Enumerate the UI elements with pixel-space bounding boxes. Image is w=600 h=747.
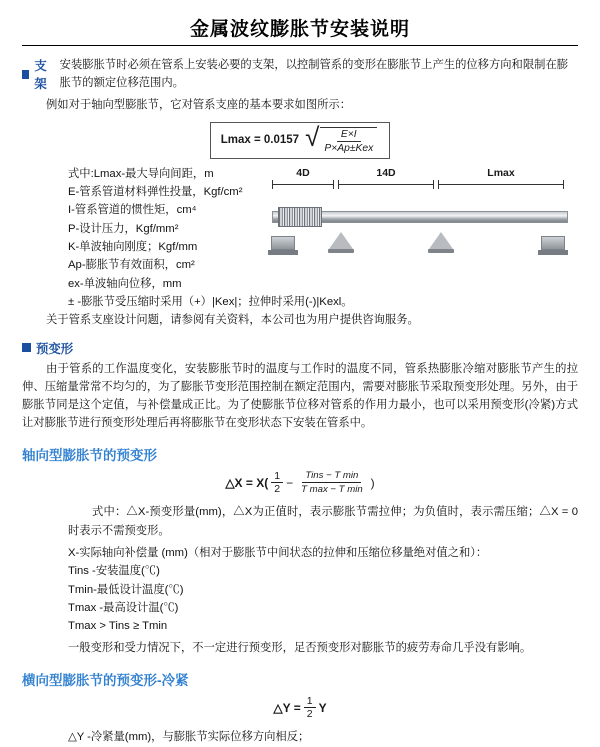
- axial-legend-item: Tmax -最高设计温(℃): [68, 601, 179, 614]
- legend-item: E-管系管道材料弹性投量，Kgf/cm²: [68, 186, 243, 199]
- bellows-expansion-joint: [278, 207, 322, 227]
- formula-delta-y: [22, 695, 578, 721]
- sqrt-icon: √: [305, 121, 320, 152]
- axial-formula-note: 式中：△X-预变形量(mm)，△X为正值时，表示膨胀节需拉伸；为负值时，表示需压缩；△X = 0时表示不需预变形。: [68, 506, 578, 537]
- formula-delta-x-temp-fraction: Tins − T min T max − T min: [301, 470, 363, 496]
- legend-item: 式中:Lmax-最大导向间距，m: [68, 167, 214, 180]
- section-support-paragraph-2: 例如对于轴向型膨胀节，它对管系支座的基本要求如图所示：: [46, 98, 352, 111]
- legend-item: K-单波轴向刚度；Kgf/mm: [68, 241, 198, 254]
- anchor-left: [268, 229, 298, 255]
- formula-lmax: [210, 122, 390, 159]
- formula-lmax-numerator: E×I: [337, 129, 361, 142]
- axial-legend-item: Tmax > Tins ≥ Tmin: [68, 620, 168, 633]
- formula-delta-x-minus: −: [286, 475, 294, 490]
- section-heading-predeform-label: 预变形: [36, 341, 74, 356]
- formula-lmax-container: [22, 122, 578, 159]
- formula-lmax-lhs: Lmax = 0.0157: [220, 134, 300, 147]
- formula-delta-y-half: $\frac{1}{2}$: [304, 695, 316, 721]
- guide-support-1: [328, 231, 354, 253]
- section-heading-predeform: [22, 339, 578, 357]
- formula-delta-x-close: ): [370, 475, 375, 490]
- axial-legend-item: X-实际轴向补偿量 (mm)（相对于膨胀节中间状态的拉伸和压缩位移量绝对值之和）：: [68, 547, 488, 559]
- formula-lmax-fraction: [320, 127, 377, 154]
- legend-item: P-设计压力，Kgf/mm²: [68, 222, 179, 235]
- diagram-dim-lmax: Lmax: [438, 167, 564, 188]
- legend-item: ex-单波轴向位移，mm: [68, 277, 182, 290]
- support-design-note: 关于管系支座设计问题，请参阅有关资料，本公司也为用户提供咨询服务。: [46, 314, 419, 327]
- section-predeform-paragraph-1: 由于管系的工作温度变化，安装膨胀节时的温度与工作时的温度不同，管系热膨胀冷缩对膨胀节产生的拉伸、压缩量常常不均匀的，为了膨胀节变形范围控制在额定范围内，需要对膨胀节采取预变形处理。另外，由于膨胀节同是这个定值，与补偿量成正比。为了使膨胀节位移对管系的作用力最小，也可以采用预变形(冷紧)方式让对膨胀节进行预变形处理后再将膨胀节在变形状态下安装在管系中。: [22, 362, 578, 430]
- title-divider: [22, 45, 578, 46]
- section-heading-support-label: 支架: [34, 59, 47, 92]
- section-heading-support: [22, 56, 578, 93]
- formula-delta-y-lhs: △Y =: [273, 700, 301, 715]
- blue-square-bullet-icon: [22, 343, 31, 352]
- subsection-heading-lateral: 横向型膨胀节的预变形-冷紧: [22, 672, 189, 688]
- formula-delta-y-rhs: Y: [318, 700, 327, 715]
- formula-lmax-denominator: P×Ap±Kex: [324, 142, 374, 154]
- subsection-heading-axial: 轴向型膨胀节的预变形: [22, 447, 157, 463]
- legend-item: ± -膨胀节受压缩时采用（+）|Kex|；拉伸时采用(-)|Kexl。: [68, 295, 353, 308]
- page-title: 金属波纹膨胀节安装说明: [189, 19, 410, 40]
- formula-delta-x: [22, 470, 578, 496]
- axial-legend-item: Tmin-最低设计温度(℃): [68, 583, 184, 596]
- formula-delta-x-lhs: △X = X(: [225, 475, 269, 490]
- pipe-support-diagram: [268, 167, 568, 265]
- legend-item: Ap-膨胀节有效面积，cm²: [68, 259, 195, 272]
- guide-support-2: [428, 231, 454, 253]
- section-support-paragraph-1: 安装膨胀节时必须在管系上安装必要的支架，以控制管系的变形在膨胀节上产生的位移方向和限制在膨胀节的额定位移范围内。: [59, 59, 569, 90]
- formula-lmax-sqrt: [305, 121, 377, 154]
- lateral-formula-note: △Y -冷紧量(mm)，与膨胀节实际位移方向相反；: [68, 731, 310, 744]
- diagram-dim-14d: 14D: [338, 167, 434, 188]
- axial-closing-note: 一般变形和受力情况下，不一定进行预变形，足否预变形对膨胀节的疲劳寿命几乎没有影响。: [68, 642, 532, 655]
- anchor-right: [538, 229, 568, 255]
- blue-square-bullet-icon: [22, 70, 29, 79]
- legend-item: I-管系管道的惯性矩，cm⁴: [68, 204, 197, 217]
- diagram-dim-4d: 4D: [272, 167, 334, 188]
- formula-delta-x-half: 1 2: [271, 470, 283, 496]
- axial-legend-item: Tins -安装温度(℃): [68, 565, 160, 578]
